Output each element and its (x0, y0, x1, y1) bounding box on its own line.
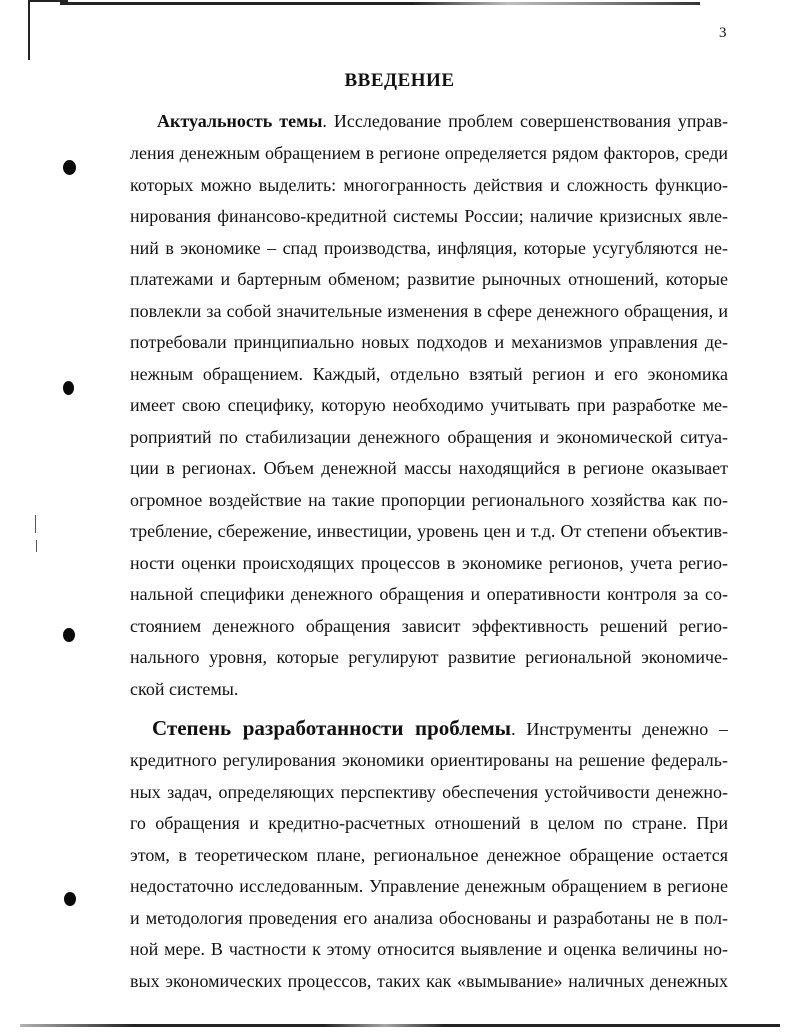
punch-hole-icon (63, 160, 76, 175)
paragraph-line: ской системы. (130, 679, 239, 699)
paragraph-line: и методология проведения его анализа обоснованы и разработаны не в пол- (130, 908, 728, 928)
scan-edge-bottom (20, 1024, 780, 1027)
paragraph-line (157, 106, 728, 137)
paragraph-line: стоянием денежного обращения зависит эффективность решений регио- (130, 616, 728, 636)
paragraph-line: кредитного регулирования экономики ориентированы на решение федераль- (130, 750, 728, 770)
paragraph-line: ления денежным обращением в регионе определяется рядом факторов, среди (130, 143, 728, 163)
paragraph-line: ности оценки происходящих процессов в экономике регионов, учета регио- (130, 553, 728, 573)
paragraph-line: нежным обращением. Каждый, отдельно взятый регион и его экономика (130, 364, 728, 384)
paragraph-line: нального уровня, которые регулируют развитие региональной экономиче- (130, 647, 728, 667)
paragraph-line: платежами и бартерным обменом; развитие рыночных отношений, которые (130, 269, 728, 289)
paragraph-line: имеет свою специфику, которую необходимо учитывать при разработке ме- (130, 395, 728, 415)
paragraph-line: ной мере. В частности к этому относится выявление и оценка величины но- (130, 939, 728, 959)
scan-speck (36, 540, 37, 552)
paragraph-line (152, 713, 728, 744)
paragraph-line: ных задач, определяющих перспективу обеспечения устойчивости денежно- (130, 782, 728, 802)
paragraph-line: нирования финансово-кредитной системы России; наличие кризисных явле- (130, 206, 728, 226)
section-lead: Степень разработанности проблемы (152, 716, 512, 740)
page-title: ВВЕДЕНИЕ (344, 70, 455, 91)
punch-hole-icon (63, 628, 75, 642)
paragraph-line: ний в экономике – спад производства, инфляция, которые усугубляются не- (130, 238, 728, 258)
paragraph-line: ции в регионах. Объем денежной массы находящийся в регионе оказывает (130, 458, 728, 478)
section-lead-tail: . Инструменты денежно – (511, 719, 728, 739)
punch-hole-icon (64, 892, 76, 906)
scan-speck (35, 515, 36, 533)
paragraph-line: требление, сбережение, инвестиции, уровень цен и т.д. От степени объектив- (130, 521, 728, 541)
punch-hole-icon (63, 381, 74, 395)
section-lead-tail: . Исследование проблем совершенствования управ- (322, 111, 728, 131)
paragraph-line: этом, в теоретическом плане, региональное денежное обращение остается (130, 845, 728, 865)
paragraph-line: го обращения и кредитно-расчетных отношений в целом по стране. При (130, 813, 728, 833)
scan-edge-top (60, 2, 700, 5)
paragraph-line: роприятий по стабилизации денежного обращения и экономической ситуа- (130, 427, 728, 447)
paragraph-line: вых экономических процессов, таких как «вымывание» наличных денежных (130, 971, 728, 991)
paragraph-line: огромное воздействие на такие пропорции регионального хозяйства как по- (130, 490, 728, 510)
scan-edge-corner (28, 0, 68, 2)
section-lead: Актуальность темы (157, 111, 323, 131)
scan-edge-left (28, 0, 30, 60)
page-number: 3 (719, 25, 727, 41)
paragraph-line: которых можно выделить: многогранность действия и сложность функцио- (130, 175, 728, 195)
paragraph-line: недостаточно исследованным. Управление денежным обращением в регионе (130, 876, 728, 896)
paragraph-line: потребовали принципиально новых подходов и механизмов управления де- (130, 332, 728, 352)
paragraph-line: повлекли за собой значительные изменения в сфере денежного обращения, и (130, 301, 728, 321)
paragraph-line: нальной специфики денежного обращения и оперативности контроля за со- (130, 584, 728, 604)
